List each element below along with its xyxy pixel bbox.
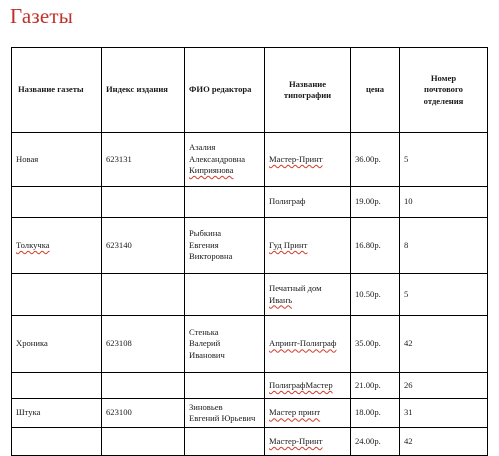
header-printing-house (265, 48, 351, 133)
printing-house-line: Печатный дом (269, 283, 322, 294)
newspapers-table (11, 47, 488, 456)
cell-publication-index: 623108 (102, 316, 185, 373)
table-row (12, 274, 488, 316)
cell-editor-name (185, 373, 265, 399)
cell-printing-house (265, 274, 351, 316)
editor-line: Евгения (189, 239, 219, 250)
cell-publication-index: 623140 (102, 218, 185, 274)
table-row (12, 399, 488, 428)
cell-printing-house (265, 133, 351, 187)
cell-publication-index: 623131 (102, 133, 185, 187)
printing-house-text: Мастер-Принт (269, 435, 323, 446)
printing-house-text: Мастер принт (269, 407, 321, 418)
cell-price: 18.00р. (351, 399, 400, 428)
editor-line: Александровна (189, 153, 246, 164)
table-row (12, 133, 488, 187)
cell-price: 19.00р. (351, 187, 400, 218)
cell-newspaper-name (12, 373, 102, 399)
cell-newspaper-name (12, 274, 102, 316)
cell-price: 10.50р. (351, 274, 400, 316)
printing-house-text: Полиграф (269, 196, 306, 207)
cell-printing-house (265, 316, 351, 373)
cell-post-office: 5 (400, 274, 488, 316)
cell-newspaper-name (12, 187, 102, 218)
cell-printing-house (265, 218, 351, 274)
header-printing-line2: типографии (283, 90, 332, 100)
cell-editor-name (185, 187, 265, 218)
editor-line: Валерий (189, 338, 221, 349)
cell-post-office: 5 (400, 133, 488, 187)
newspaper-name-text: Толкучка (16, 239, 50, 250)
editor-line: Евгений Юрьевич (189, 413, 256, 423)
table-row (12, 218, 488, 274)
cell-post-office: 42 (400, 428, 488, 456)
header-editor-name: ФИО редактора (185, 48, 265, 133)
cell-printing-house (265, 399, 351, 428)
table-header-row (12, 48, 488, 133)
header-office-line1: Номер (430, 72, 457, 83)
cell-newspaper-name (12, 218, 102, 274)
cell-price: 36.00р. (351, 133, 400, 187)
editor-line: Иванович (189, 349, 225, 360)
cell-printing-house (265, 187, 351, 218)
cell-newspaper-name: Новая (12, 133, 102, 187)
editor-line: Викторовна (189, 251, 233, 262)
cell-publication-index: 623100 (102, 399, 185, 428)
cell-editor-name (185, 133, 265, 187)
printing-house-text: ПолиграфМастер (269, 379, 333, 390)
cell-printing-house (265, 373, 351, 399)
cell-editor-name (185, 399, 265, 428)
header-office-line2: почтового (424, 84, 463, 95)
header-publication-index: Индекс издания (102, 48, 185, 133)
editor-line: Азалия (189, 142, 216, 153)
cell-post-office: 31 (400, 399, 488, 428)
cell-post-office: 8 (400, 218, 488, 274)
document-title: Газеты (10, 4, 74, 28)
cell-price: 16.80р. (351, 218, 400, 274)
cell-newspaper-name: Штука (12, 399, 102, 428)
cell-price: 35.00р. (351, 316, 400, 373)
cell-post-office: 26 (400, 373, 488, 399)
cell-price: 24.00р. (351, 428, 400, 456)
cell-post-office: 10 (400, 187, 488, 218)
cell-publication-index (102, 187, 185, 218)
cell-publication-index (102, 373, 185, 399)
editor-line: Зиновьев (189, 401, 223, 412)
editor-line: Киприянова (189, 165, 234, 176)
header-price: цена (351, 48, 400, 133)
table-row (12, 187, 488, 218)
printing-house-text: Апринт-Полиграф (269, 338, 337, 349)
printing-house-text: Гуд Принт (269, 239, 308, 250)
printing-house-text: Мастер-Принт (269, 153, 323, 164)
table-row (12, 373, 488, 399)
header-printing-line1: Название (288, 78, 327, 89)
printing-house-line: Иванъ (269, 294, 293, 305)
cell-editor-name (185, 218, 265, 274)
header-office-line3: отделения (423, 95, 464, 106)
cell-price: 21.00р. (351, 373, 400, 399)
table-row (12, 316, 488, 373)
cell-post-office: 42 (400, 316, 488, 373)
header-post-office (400, 48, 488, 133)
header-newspaper-name: Название газеты (12, 48, 102, 133)
cell-editor-name (185, 274, 265, 316)
cell-publication-index (102, 274, 185, 316)
cell-newspaper-name: Хроника (12, 316, 102, 373)
editor-line: Рыбкина (189, 228, 222, 239)
cell-editor-name (185, 316, 265, 373)
editor-line: Стенька (189, 326, 219, 337)
